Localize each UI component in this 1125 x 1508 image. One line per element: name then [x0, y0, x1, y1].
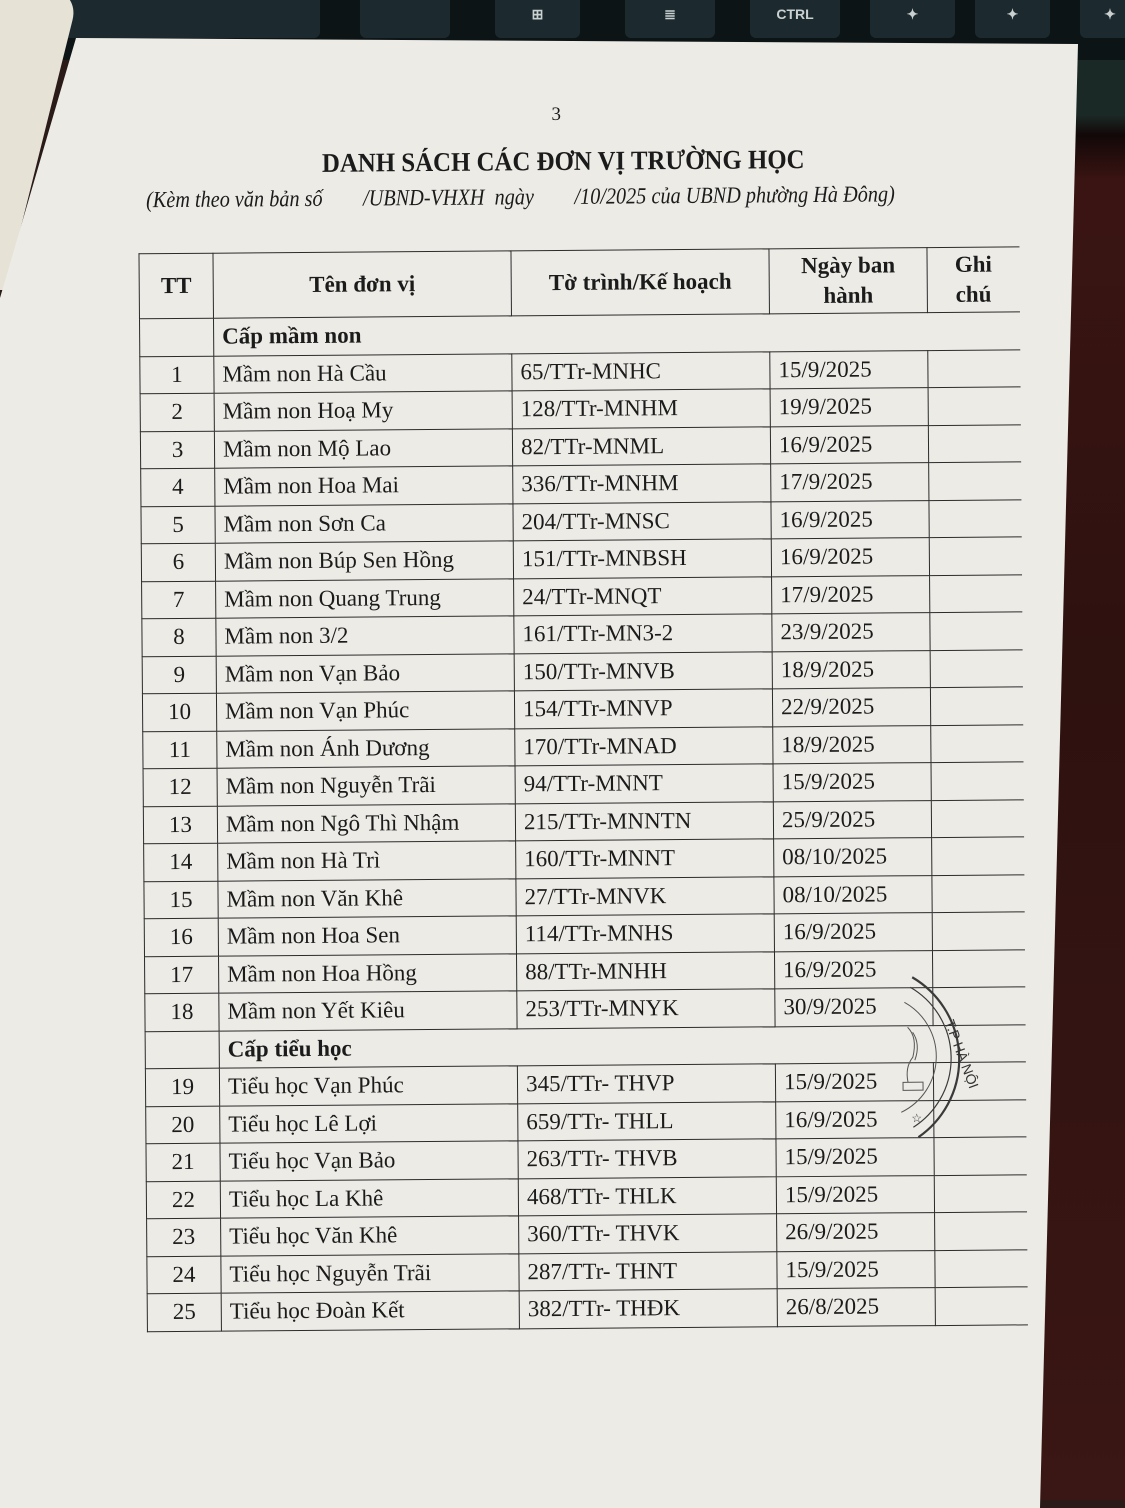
row-number: 11 [143, 731, 217, 769]
stamp-text: T.P HÀ NỘI [941, 1017, 982, 1091]
reference-number: 24/TTr-MNQT [514, 576, 772, 616]
note-cell [928, 349, 1020, 387]
document-subtitle: (Kèm theo văn bản số /UBND-VHXH ngày /10/2025 của UBND phường Hà Đông) [145, 181, 895, 213]
unit-name: Mầm non 3/2 [216, 616, 514, 656]
reference-number: 253/TTr-MNYK [517, 989, 775, 1029]
school-list-table [138, 246, 1027, 1331]
note-cell [930, 612, 1022, 650]
unit-name: Mầm non Sơn Ca [215, 503, 513, 543]
row-number: 17 [144, 956, 218, 994]
row-number: 24 [147, 1256, 221, 1294]
unit-name: Mầm non Quang Trung [216, 578, 514, 618]
header-note-line2: chú [955, 281, 992, 307]
note-cell [930, 649, 1022, 687]
row-number: 6 [141, 543, 215, 581]
issue-date: 15/9/2025 [776, 1175, 934, 1214]
arrow-key-icon: ✦ [975, 0, 1050, 38]
reference-number: 468/TTr- THLK [518, 1176, 776, 1216]
issue-date: 16/9/2025 [774, 950, 932, 989]
note-cell [929, 499, 1021, 537]
table-body [139, 312, 1027, 1331]
reference-number: 336/TTr-MNHM [513, 464, 771, 504]
unit-name: Tiểu học Lê Lợi [220, 1103, 518, 1143]
row-number: 19 [145, 1068, 219, 1106]
row-number: 3 [140, 431, 214, 469]
issue-date: 26/9/2025 [777, 1213, 935, 1252]
unit-name: Mầm non Hoạ My [214, 391, 512, 431]
note-cell [929, 462, 1021, 500]
row-number: 4 [141, 468, 215, 506]
row-number: 1 [140, 356, 214, 394]
reference-number: 150/TTr-MNVB [514, 651, 772, 691]
header-tt: TT [139, 253, 214, 319]
issue-date: 23/9/2025 [772, 613, 930, 652]
issue-date: 30/9/2025 [775, 988, 933, 1027]
reference-number: 161/TTr-MN3-2 [514, 614, 772, 654]
reference-number: 263/TTr- THVB [518, 1139, 776, 1179]
section-label: Cấp tiểu học [219, 1024, 1025, 1068]
issue-date: 25/9/2025 [773, 800, 931, 839]
reference-number: 360/TTr- THVK [519, 1214, 777, 1254]
issue-date: 15/9/2025 [775, 1063, 933, 1102]
header-date-line2: hành [823, 282, 874, 308]
note-cell [928, 387, 1020, 425]
row-number: 13 [143, 806, 217, 844]
arrow-key-icon: ✦ [1080, 0, 1125, 38]
unit-name: Tiểu học Nguyễn Trãi [221, 1253, 519, 1293]
reference-number: 287/TTr- THNT [519, 1251, 777, 1291]
unit-name: Mầm non Ánh Dương [217, 728, 515, 768]
row-number: 8 [142, 618, 216, 656]
note-cell [935, 1287, 1027, 1325]
issue-date: 22/9/2025 [772, 688, 930, 727]
unit-name: Mầm non Búp Sen Hồng [215, 541, 513, 581]
issue-date: 17/9/2025 [772, 575, 930, 614]
row-number: 22 [146, 1181, 220, 1219]
unit-name: Mầm non Hoa Hồng [218, 953, 516, 993]
section-label: Cấp mầm non [213, 312, 1019, 356]
reference-number: 215/TTr-MNNTN [515, 801, 773, 841]
note-cell [928, 424, 1020, 462]
note-cell [932, 912, 1024, 950]
unit-name: Mầm non Vạn Phúc [216, 691, 514, 731]
reference-number: 659/TTr- THLL [518, 1101, 776, 1141]
row-number: 18 [145, 993, 219, 1031]
menu-key-icon: ≣ [625, 0, 715, 38]
unit-name: Mầm non Hoa Mai [215, 466, 513, 506]
issue-date: 15/9/2025 [776, 1138, 934, 1177]
row-number: 14 [144, 843, 218, 881]
issue-date: 16/9/2025 [771, 538, 929, 577]
header-date-line1: Ngày ban [801, 252, 896, 279]
issue-date: 08/10/2025 [774, 875, 932, 914]
header-ref: Tờ trình/Kế hoạch [511, 249, 770, 316]
note-cell [931, 799, 1023, 837]
ctrl-key: CTRL [750, 0, 840, 38]
section-tt-cell [139, 318, 213, 356]
reference-number: 151/TTr-MNBSH [513, 539, 771, 579]
row-number: 7 [142, 581, 216, 619]
reference-number: 27/TTr-MNVK [516, 876, 774, 916]
issue-date: 16/9/2025 [770, 425, 928, 464]
unit-name: Tiểu học Vạn Phúc [219, 1066, 517, 1106]
row-number: 16 [144, 918, 218, 956]
reference-number: 170/TTr-MNAD [515, 726, 773, 766]
unit-name: Mầm non Yết Kiêu [219, 991, 517, 1031]
header-note [927, 247, 1020, 313]
reference-number: 65/TTr-MNHC [512, 351, 770, 391]
unit-name: Mầm non Mộ Lao [214, 428, 512, 468]
page-number: 3 [551, 103, 561, 126]
reference-number: 94/TTr-MNNT [515, 764, 773, 804]
note-cell [934, 1137, 1026, 1175]
row-number: 15 [144, 881, 218, 919]
issue-date: 08/10/2025 [774, 838, 932, 877]
unit-name: Mầm non Văn Khê [218, 878, 516, 918]
note-cell [932, 874, 1024, 912]
row-number: 2 [140, 393, 214, 431]
unit-name: Mầm non Hà Cầu [214, 353, 512, 393]
reference-number: 160/TTr-MNNT [516, 839, 774, 879]
unit-name: Tiểu học Văn Khê [221, 1216, 519, 1256]
reference-number: 128/TTr-MNHM [512, 389, 770, 429]
reference-number: 204/TTr-MNSC [513, 501, 771, 541]
issue-date: 16/9/2025 [774, 913, 932, 952]
unit-name: Mầm non Vạn Bảo [216, 653, 514, 693]
header-note-line1: Ghi [954, 251, 992, 277]
issue-date: 26/8/2025 [777, 1288, 935, 1327]
issue-date: 17/9/2025 [771, 463, 929, 502]
issue-date: 18/9/2025 [773, 725, 931, 764]
reference-number: 82/TTr-MNML [512, 426, 770, 466]
table-header-row [139, 247, 1019, 319]
issue-date: 15/9/2025 [777, 1250, 935, 1289]
official-seal-stamp [882, 972, 983, 1143]
row-number: 23 [147, 1218, 221, 1256]
note-cell [934, 1174, 1026, 1212]
issue-date: 16/9/2025 [771, 500, 929, 539]
unit-name: Mầm non Hoa Sen [218, 916, 516, 956]
issue-date: 18/9/2025 [772, 650, 930, 689]
row-number: 20 [146, 1106, 220, 1144]
note-cell [931, 762, 1023, 800]
header-date [769, 248, 928, 314]
unit-name: Tiểu học La Khê [220, 1178, 518, 1218]
row-number: 12 [143, 768, 217, 806]
stamp-star-icon: ☆ [911, 1111, 923, 1126]
reference-number: 382/TTr- THĐK [519, 1289, 777, 1329]
unit-name: Mầm non Ngô Thì Nhậm [217, 803, 515, 843]
document-title: DANH SÁCH CÁC ĐƠN VỊ TRƯỜNG HỌC [321, 144, 805, 178]
note-cell [930, 574, 1022, 612]
reference-number: 345/TTr- THVP [517, 1064, 775, 1104]
table-row [147, 1287, 1027, 1331]
note-cell [931, 724, 1023, 762]
reference-number: 88/TTr-MNHH [516, 951, 774, 991]
header-name: Tên đơn vị [213, 251, 512, 318]
row-number: 10 [142, 693, 216, 731]
row-number: 9 [142, 656, 216, 694]
row-number: 5 [141, 506, 215, 544]
issue-date: 19/9/2025 [770, 388, 928, 427]
note-cell [935, 1212, 1027, 1250]
note-cell [930, 687, 1022, 725]
section-tt-cell [145, 1031, 219, 1069]
note-cell [935, 1249, 1027, 1287]
reference-number: 154/TTr-MNVP [514, 689, 772, 729]
issue-date: 16/9/2025 [776, 1100, 934, 1139]
issue-date: 15/9/2025 [770, 350, 928, 389]
unit-name: Mầm non Hà Trì [218, 841, 516, 881]
row-number: 21 [146, 1143, 220, 1181]
unit-name: Tiểu học Vạn Bảo [220, 1141, 518, 1181]
reference-number: 114/TTr-MNHS [516, 914, 774, 954]
issue-date: 15/9/2025 [773, 763, 931, 802]
windows-key-icon: ⊞ [495, 0, 580, 38]
note-cell [929, 537, 1021, 575]
unit-name: Mầm non Nguyễn Trãi [217, 766, 515, 806]
note-cell [932, 837, 1024, 875]
arrow-key-icon: ✦ [870, 0, 955, 38]
row-number: 25 [147, 1293, 221, 1331]
unit-name: Tiểu học Đoàn Kết [221, 1291, 519, 1331]
